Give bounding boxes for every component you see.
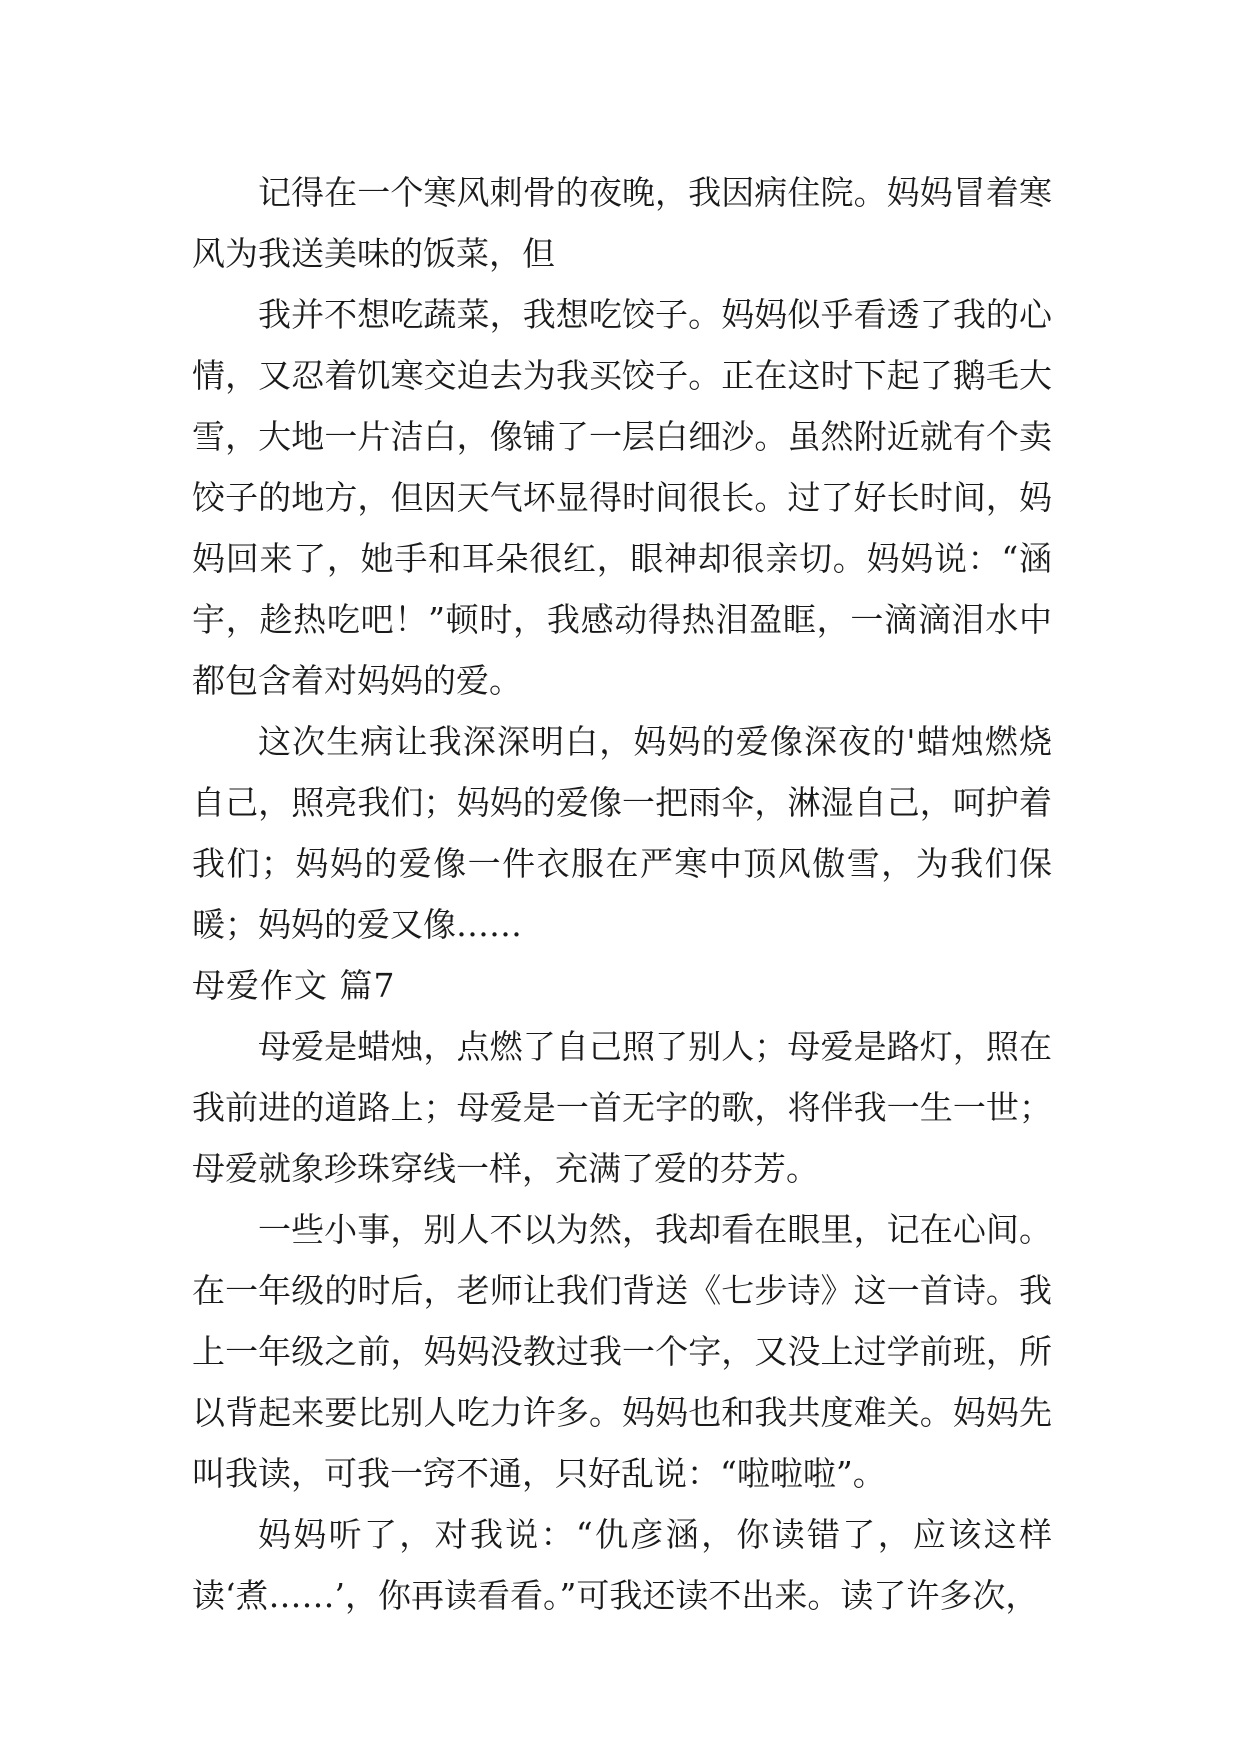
- paragraph-3: 这次生病让我深深明白，妈妈的爱像深夜的'蜡烛燃烧自己，照亮我们；妈妈的爱像一把雨伞，淋湿自己，呵护着我们；妈妈的爱像一件衣服在严寒中顶风傲雪，为我们保暖；妈妈的爱又像……: [192, 722, 1052, 944]
- paragraph-2: 我并不想吃蔬菜，我想吃饺子。妈妈似乎看透了我的心情，又忍着饥寒交迫去为我买饺子。正在这时下起了鹅毛大雪，大地一片洁白，像铺了一层白细沙。虽然附近就有个卖饺子的地方，但因天气坏显得时间很长。过了好长时间，妈妈回来了，她手和耳朵很红，眼神却很亲切。妈妈说：“涵宇，趁热吃吧！”顿时，我感动得热泪盈眶，一滴滴泪水中都包含着对妈妈的爱。: [192, 295, 1052, 700]
- section-paragraph-1: 母爱是蜡烛，点燃了自己照了别人；母爱是路灯，照在我前进的道路上；母爱是一首无字的歌，将伴我一生一世；母爱就象珍珠穿线一样，充满了爱的芬芳。: [192, 1027, 1052, 1188]
- paragraph-1: 记得在一个寒风刺骨的夜晚，我因病住院。妈妈冒着寒风为我送美味的饭菜，但: [192, 173, 1052, 273]
- document-page: [192, 162, 1052, 1626]
- section-paragraph-3: 妈妈听了，对我说：“仇彦涵，你读错了，应该这样读‘煮……’，你再读看看。”可我还读不出来。读了许多次，: [192, 1515, 1052, 1615]
- section-paragraph-2: 一些小事，别人不以为然，我却看在眼里，记在心间。在一年级的时后，老师让我们背送《七步诗》这一首诗。我上一年级之前，妈妈没教过我一个字，又没上过学前班，所以背起来要比别人吃力许多。妈妈也和我共度难关。妈妈先叫我读，可我一窍不通，只好乱说：“啦啦啦”。: [192, 1210, 1052, 1493]
- section-heading: 母爱作文 篇7: [192, 966, 396, 1005]
